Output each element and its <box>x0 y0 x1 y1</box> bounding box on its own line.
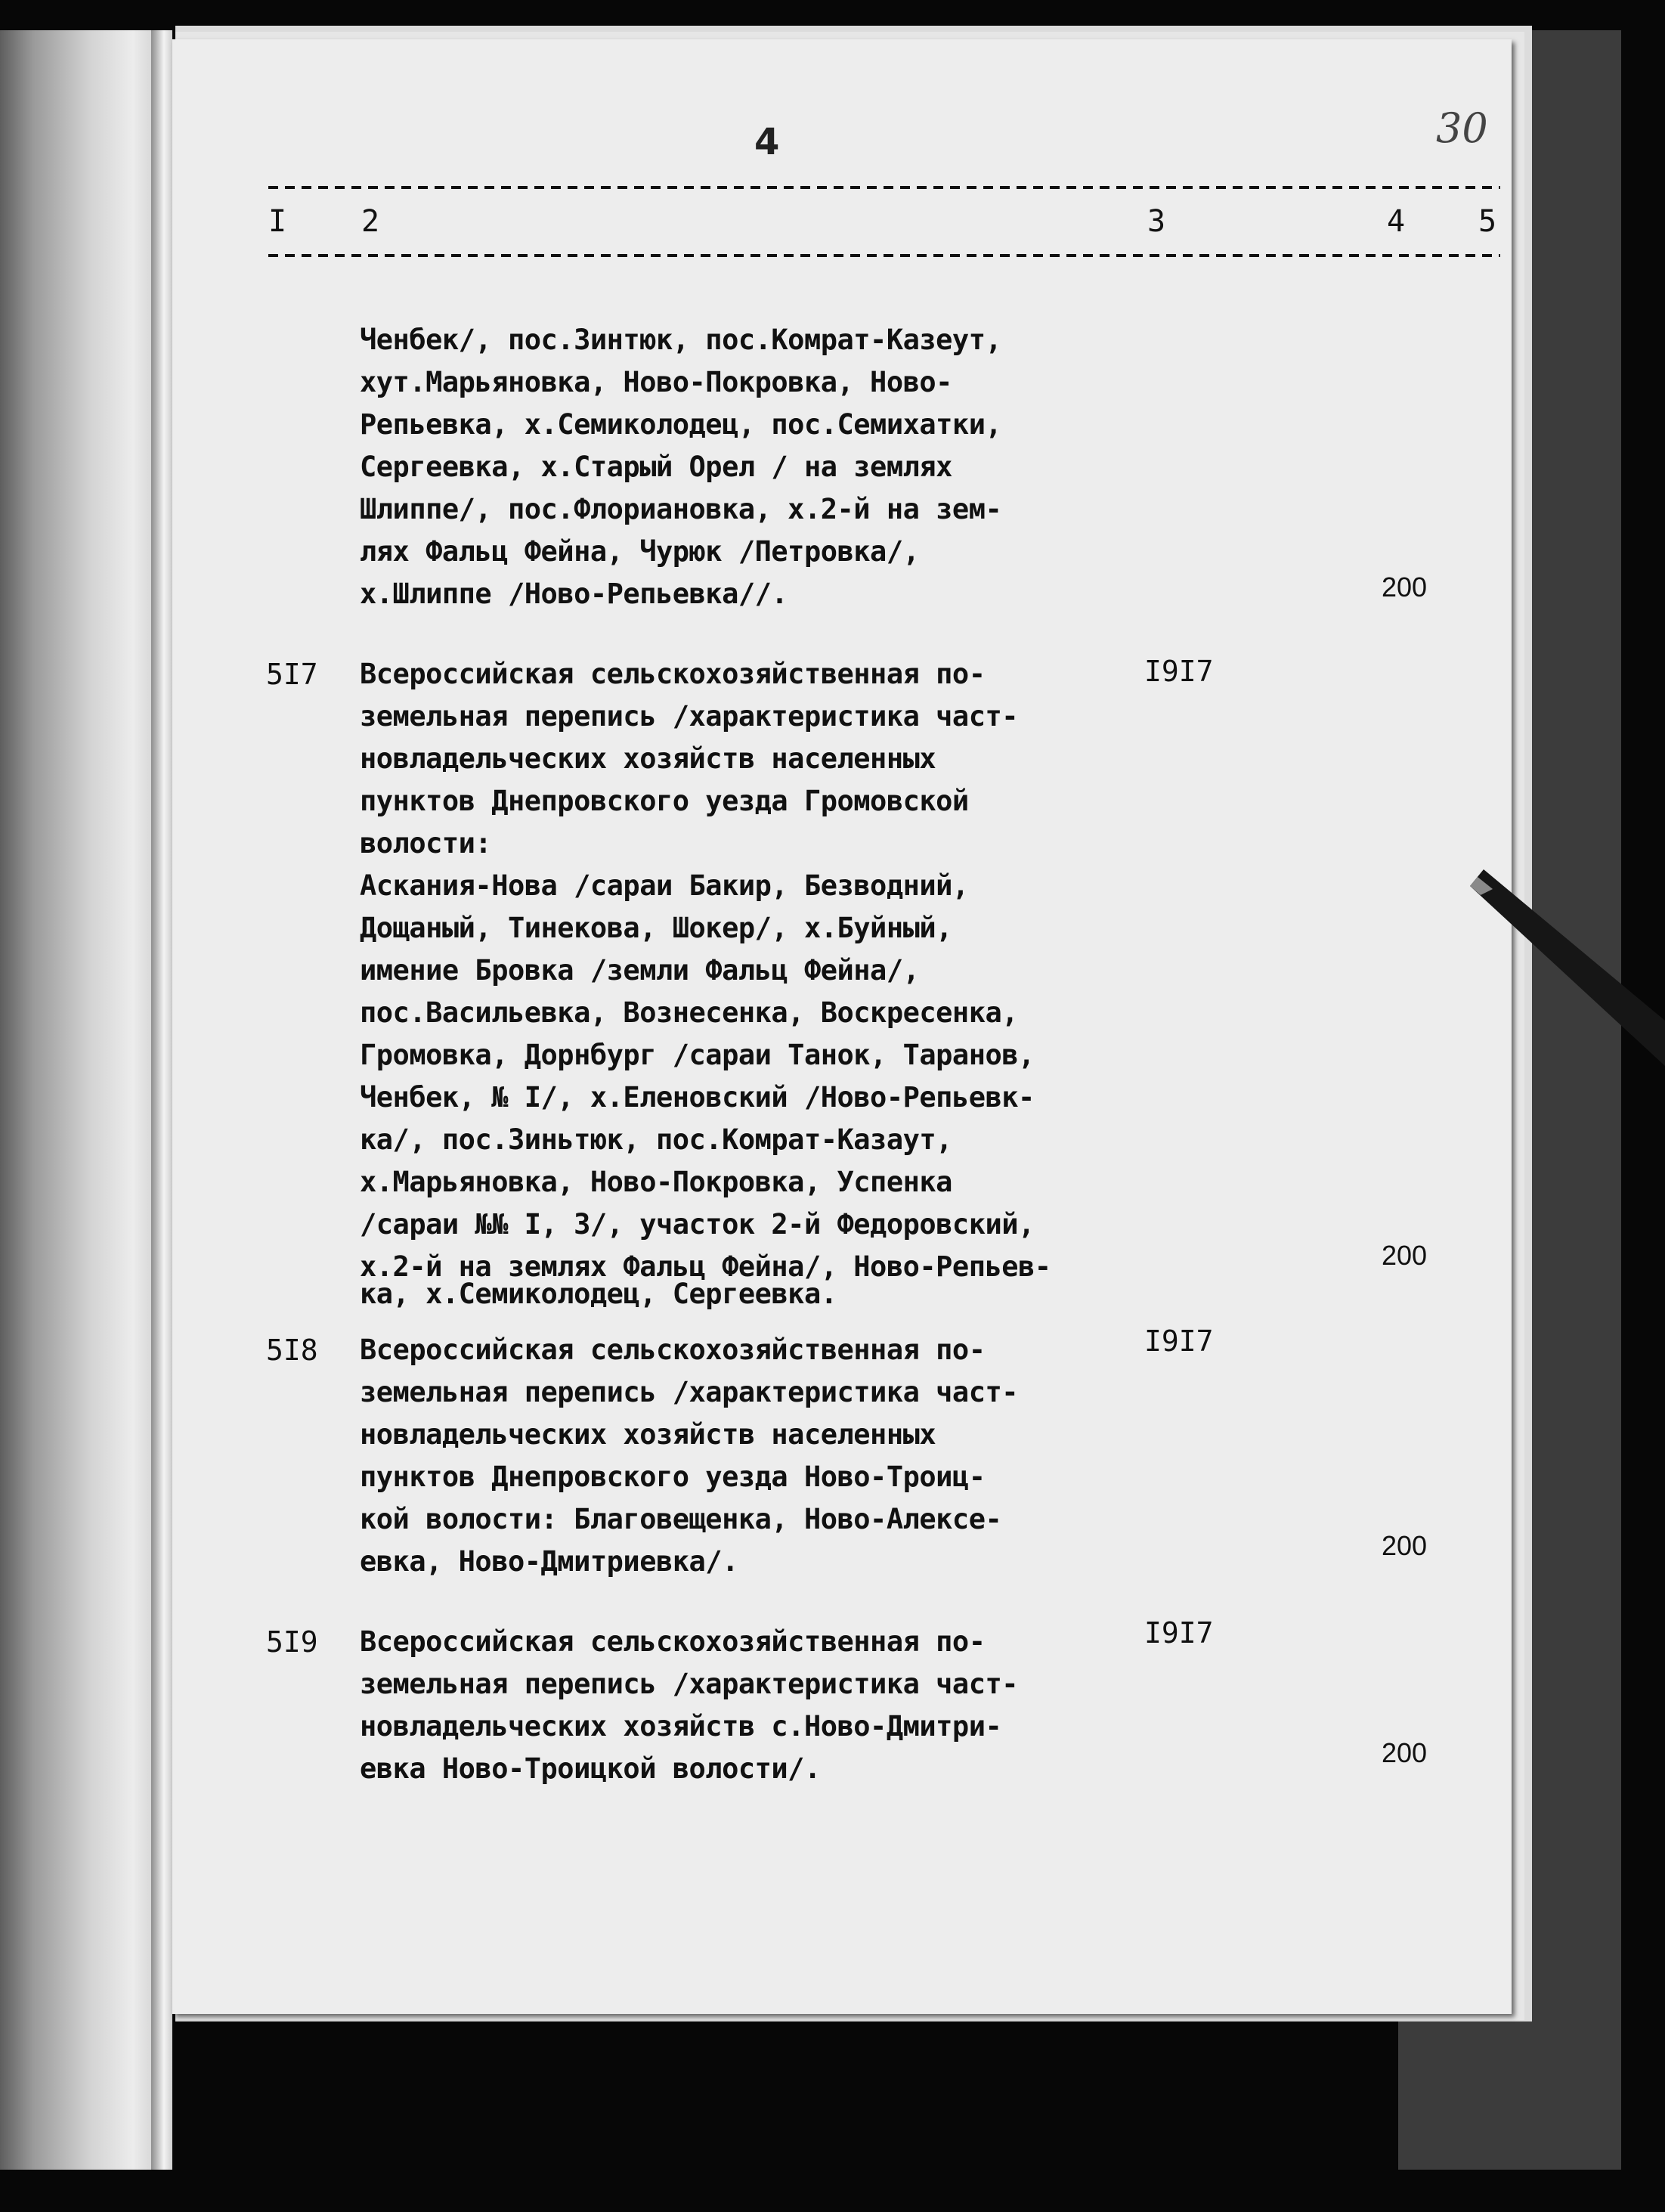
text-line: кой волости: Благовещенка, Ново-Алексе- <box>360 1503 1002 1535</box>
entry-count: 200 <box>1382 1240 1428 1271</box>
column-header-4: 4 <box>1387 204 1406 239</box>
text-line: волости: <box>360 827 492 860</box>
text-line: пунктов Днепровского уезда Громовской <box>360 785 969 817</box>
text-line: х.Марьяновка, Ново-Покровка, Успенка <box>360 1166 952 1198</box>
entry-year: I9I7 <box>1144 655 1214 688</box>
table-rule-top <box>268 186 1500 189</box>
entry-year: I9I7 <box>1144 1616 1214 1650</box>
page-number: 30 <box>1436 104 1488 152</box>
entry-number: 5I7 <box>266 658 318 691</box>
text-line: Всероссийская сельскохозяйственная по- <box>360 1625 986 1658</box>
text-line: евка, Ново-Дмитриевка/. <box>360 1545 738 1578</box>
text-line: /сараи №№ I, 3/, участок 2-й Федоровский, <box>360 1208 1035 1241</box>
pen-pointer <box>1470 869 1665 1066</box>
text-line: х.Шлиппе /Ново-Репьевка//. <box>360 578 788 610</box>
text-line: Всероссийская сельскохозяйственная по- <box>360 1334 986 1366</box>
entry-number: 5I8 <box>266 1334 318 1367</box>
text-line: пос.Васильевка, Вознесенка, Воскресенка, <box>360 996 1019 1029</box>
text-line: Дощаный, Тинекова, Шокер/, х.Буйный, <box>360 912 952 944</box>
text-line: пунктов Днепровского уезда Ново-Троиц- <box>360 1461 986 1493</box>
entry-number: 5I9 <box>266 1625 318 1659</box>
text-line: земельная перепись /характеристика част- <box>360 1668 1019 1700</box>
text-line: Всероссийская сельскохозяйственная по- <box>360 658 986 690</box>
column-header-1: I <box>268 204 287 239</box>
text-line: лях Фальц Фейна, Чурюк /Петровка/, <box>360 535 920 568</box>
text-line: земельная перепись /характеристика част- <box>360 1376 1019 1408</box>
binding-edge <box>151 30 172 2170</box>
text-line: новладельческих хозяйств с.Ново-Дмитри- <box>360 1710 1002 1743</box>
text-line: Репьевка, х.Семиколодец, пос.Семихатки, <box>360 408 1002 441</box>
text-line: х.2-й на землях Фальц Фейна/, Ново-Репьев- <box>360 1250 1051 1283</box>
text-line: имение Бровка /земли Фальц Фейна/, <box>360 954 920 987</box>
text-line: новладельческих хозяйств населенных <box>360 1418 936 1451</box>
entry-count: 200 <box>1382 1737 1428 1768</box>
column-header-5: 5 <box>1478 204 1497 239</box>
table-rule-bottom <box>268 254 1500 257</box>
entry-count: 200 <box>1382 572 1428 603</box>
page-mark: 4 <box>754 121 780 163</box>
text-line: хут.Марьяновка, Ново-Покровка, Ново- <box>360 366 952 398</box>
text-line: ка/, пос.Зиньтюк, пос.Комрат-Казаут, <box>360 1123 952 1156</box>
entry-count: 200 <box>1382 1530 1428 1561</box>
text-line: Аскания-Нова /сараи Бакир, Безводний, <box>360 869 969 902</box>
text-line: Громовка, Дорнбург /сараи Танок, Таранов, <box>360 1039 1035 1071</box>
column-header-3: 3 <box>1147 204 1166 239</box>
entry-year: I9I7 <box>1144 1324 1214 1358</box>
text-line: земельная перепись /характеристика част- <box>360 700 1019 733</box>
text-line: Ченбек/, пос.Зинтюк, пос.Комрат-Казеут, <box>360 324 1002 356</box>
text-line: Шлиппе/, пос.Флориановка, х.2-й на зем- <box>360 493 1002 525</box>
text-line: Сергеевка, х.Старый Орел / на землях <box>360 451 952 483</box>
text-line: Ченбек, № I/, х.Еленовский /Ново-Репьевк- <box>360 1081 1035 1114</box>
text-line: ка, х.Семиколодец, Сергеевка. <box>360 1278 837 1310</box>
book-binding <box>0 30 166 2170</box>
text-line: евка Ново-Троицкой волости/. <box>360 1752 821 1785</box>
text-line: новладельческих хозяйств населенных <box>360 742 936 775</box>
column-header-2: 2 <box>361 204 380 239</box>
